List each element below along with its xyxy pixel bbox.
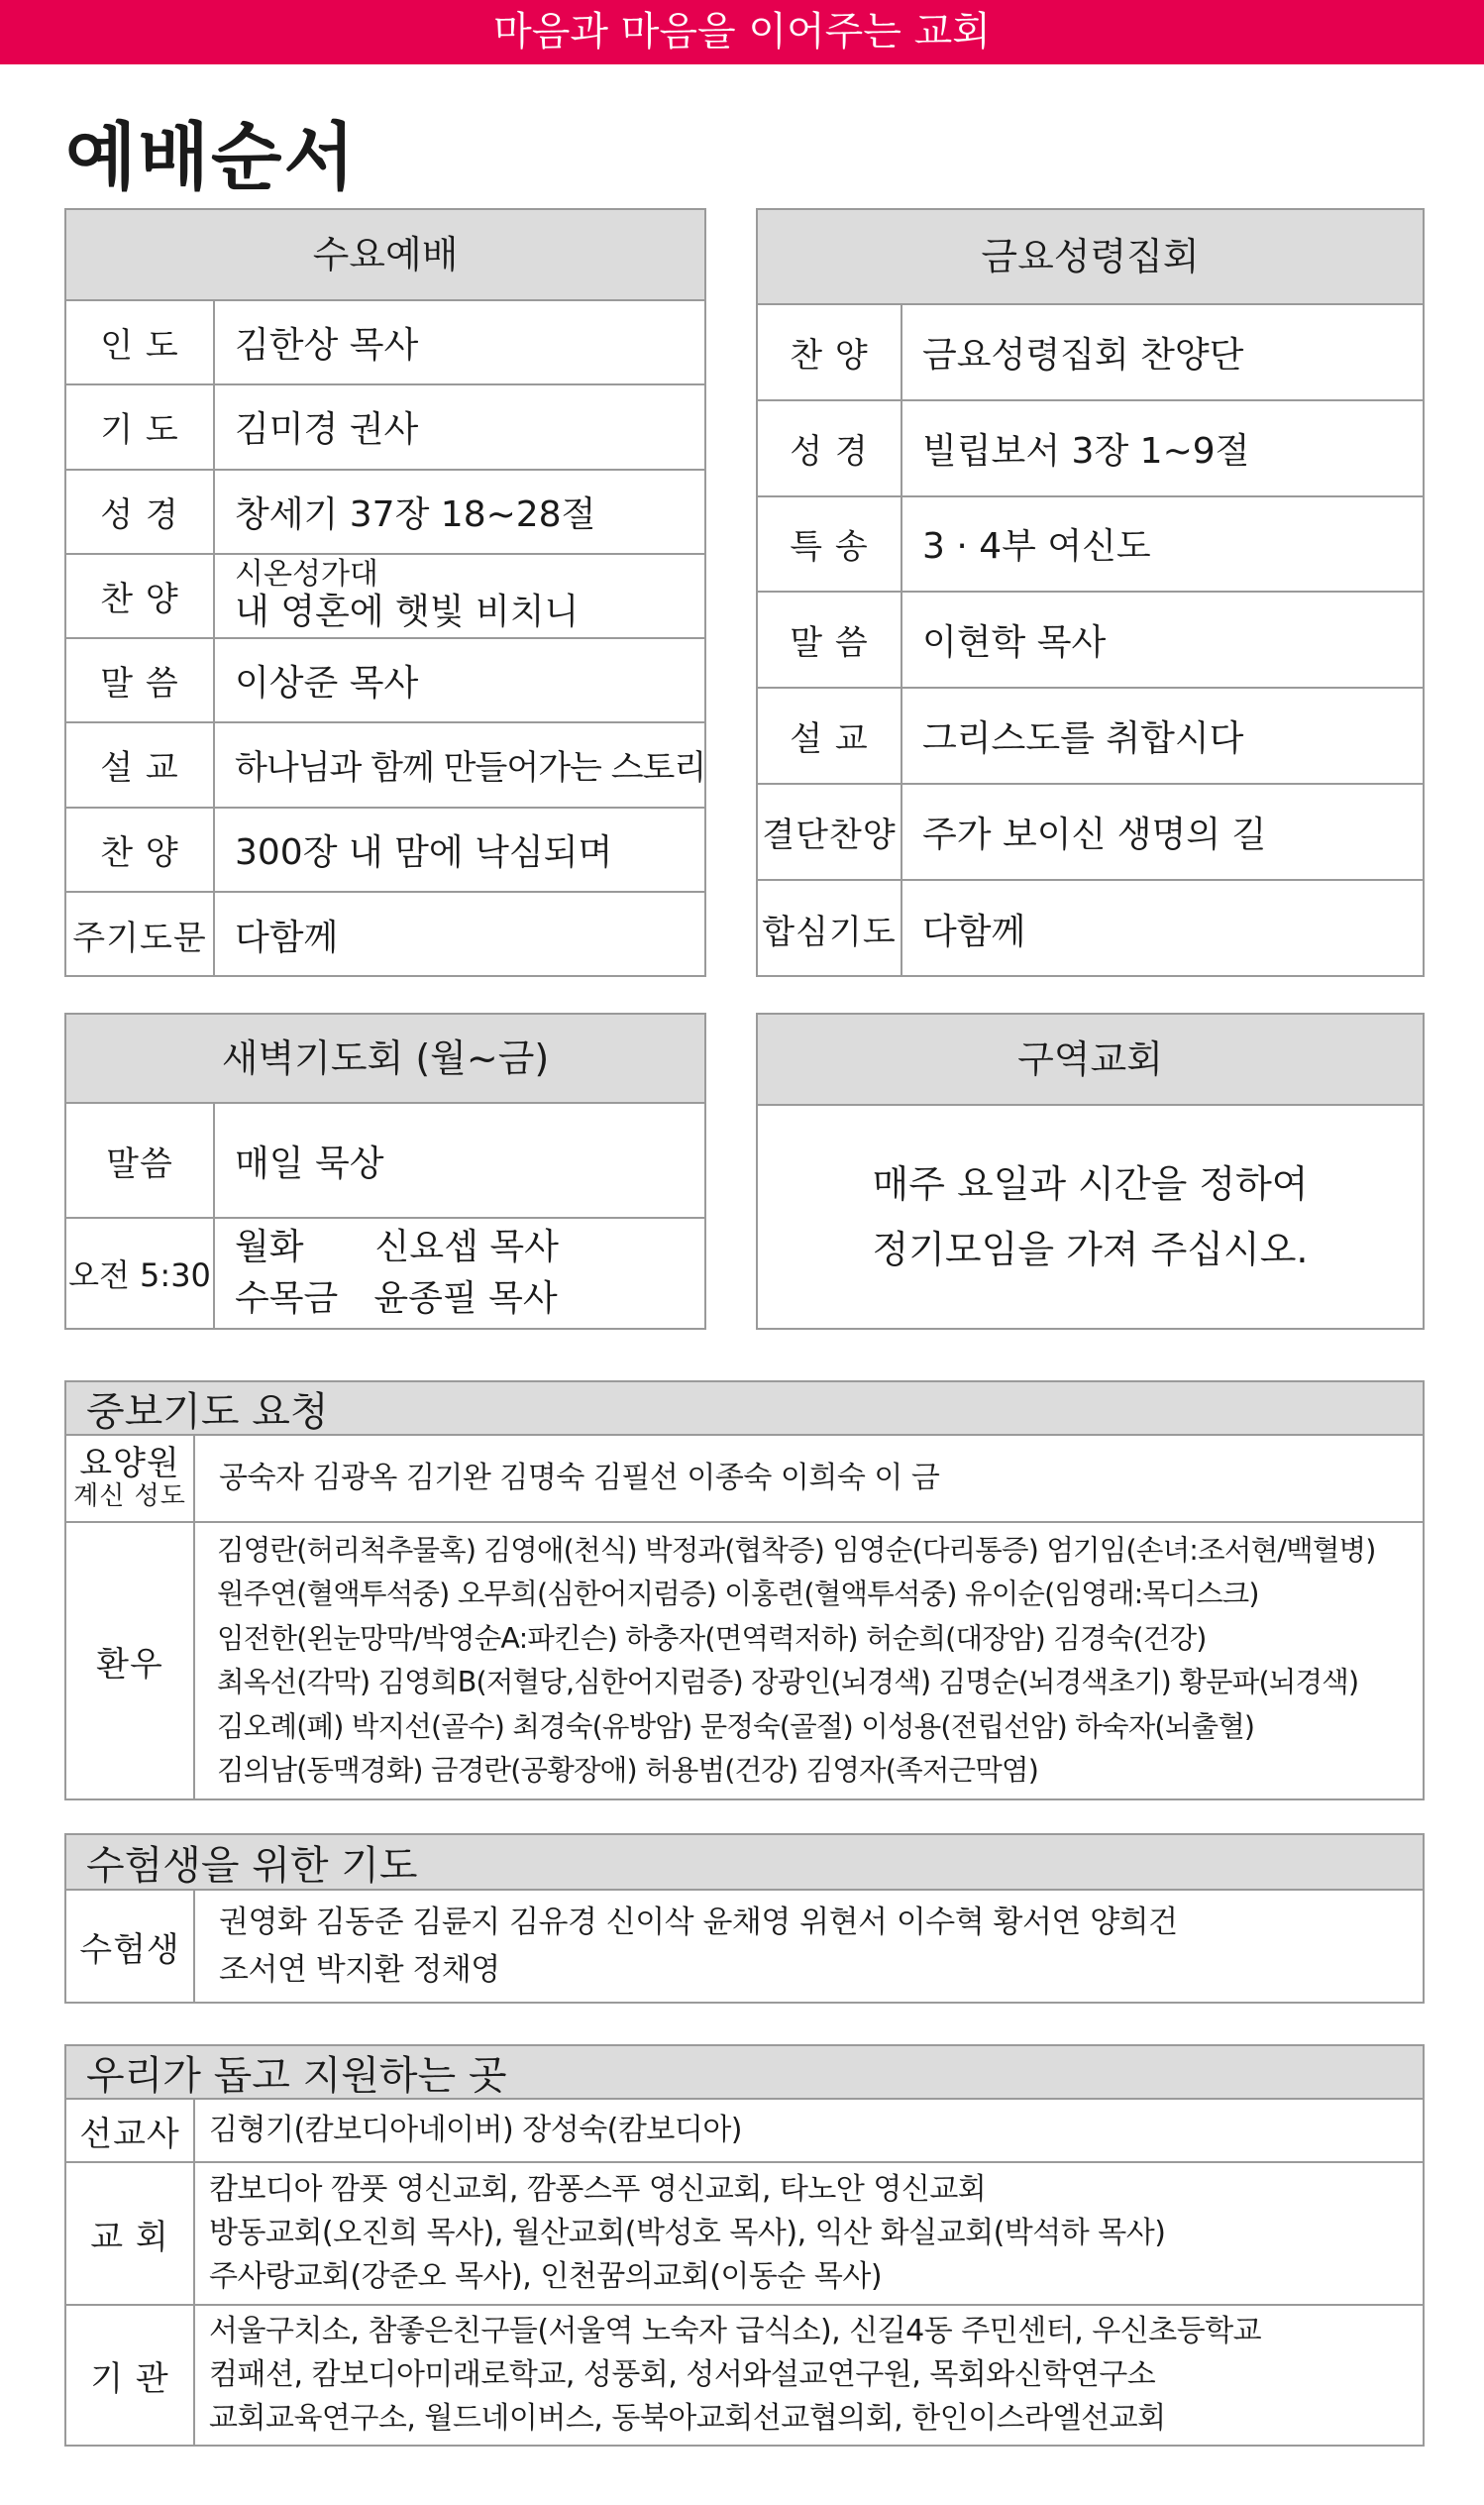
row-label: 말 씀 — [758, 593, 902, 689]
list-line: 캄보디아 깜풋 영신교회, 깜퐁스푸 영신교회, 타노안 영신교회 — [209, 2172, 987, 2207]
row-value: 그리스도를 취합시다 — [902, 689, 1423, 785]
row-label: 결단찬양 — [758, 785, 902, 881]
intercession-table — [66, 1436, 1423, 1798]
list-line: 주사랑교회(강준오 목사), 인천꿈의교회(이동순 목사) — [209, 2259, 883, 2294]
row-value: 빌립보서 3장 1~9절 — [902, 401, 1423, 497]
row-label: 오전 5:30 — [66, 1219, 215, 1328]
intercession-title: 중보기도 요청 — [66, 1382, 1423, 1436]
row-label: 기 도 — [66, 385, 215, 470]
page-title: 예배순서 — [65, 115, 357, 200]
row-value — [215, 1219, 704, 1328]
row-value: 금요성령집회 찬양단 — [902, 305, 1423, 401]
intercession-box — [64, 1380, 1425, 1800]
row-label: 주기도문 — [66, 893, 215, 977]
row-value: 하나님과 함께 만들어가는 스토리 — [215, 723, 705, 808]
row-label: 설 교 — [758, 689, 902, 785]
row-value: 김한상 목사 — [215, 301, 705, 385]
row-label: 찬 양 — [66, 555, 215, 639]
list-line: 방동교회(오진희 목사), 월산교회(박성호 목사), 익산 화실교회(박석하 목사) — [209, 2216, 1166, 2250]
row-label: 인 도 — [66, 301, 215, 385]
friday-service-title: 금요성령집회 — [758, 210, 1423, 305]
list-line: 김오례(폐) 박지선(골수) 최경숙(유방암) 문정숙(골절) 이성용(전립선암) 하숙자(뇌출혈) — [217, 1709, 1255, 1743]
row-label: 말씀 — [66, 1104, 215, 1219]
list-line: 최옥선(각막) 김영희B(저혈당,심한어지럼증) 장광인(뇌경색) 김명순(뇌경색초기) 황문파(뇌경색) — [217, 1666, 1359, 1698]
row-value — [195, 1523, 1423, 1798]
row-value — [215, 555, 705, 639]
list-line: 권영화 김동준 김륜지 김유경 신이삭 윤채영 위현서 이수혁 황서연 양희건 — [219, 1905, 1178, 1940]
row-value: 300장 내 맘에 낙심되며 — [215, 809, 705, 893]
row-label: 성 경 — [758, 401, 902, 497]
friday-service-box — [756, 208, 1425, 977]
row-value: 이상준 목사 — [215, 639, 705, 723]
row-label: 찬 양 — [758, 305, 902, 401]
notice-line-1: 매주 요일과 시간을 정하여 — [872, 1162, 1309, 1206]
row-value: 3 · 4부 여신도 — [902, 497, 1423, 594]
row-value — [195, 1891, 1423, 2002]
wednesday-service-title: 수요예배 — [66, 210, 704, 301]
list-line: 서울구치소, 참좋은친구들(서울역 노숙자 급식소), 신길4동 주민센터, 우신초등학교 — [209, 2314, 1262, 2348]
row-label: 교 회 — [66, 2163, 195, 2306]
list-line: 김영란(허리척추물혹) 김영애(천식) 박정과(협착증) 임영순(다리통증) 엄기임(손녀:조서현/백혈병) — [217, 1533, 1376, 1567]
row-value: 창세기 37장 18~28절 — [215, 471, 705, 555]
row-value: 주가 보이신 생명의 길 — [902, 785, 1423, 881]
row-value: 다함께 — [235, 917, 339, 958]
label-sub: 계신 성도 — [73, 1481, 186, 1511]
friday-service-table — [758, 305, 1423, 977]
list-line: 컴패션, 캄보디아미래로학교, 성풍회, 성서와설교연구원, 목회와신학연구소 — [209, 2357, 1156, 2392]
row-label: 설 교 — [66, 723, 215, 808]
row-label: 합심기도 — [758, 881, 902, 977]
support-box — [64, 2044, 1425, 2447]
top-banner: 마음과 마음을 이어주는 교회 — [0, 0, 1484, 64]
district-church-notice — [758, 1106, 1423, 1328]
list-line: 김형기(캄보디아네이버) 장성숙(캄보디아) — [209, 2113, 743, 2147]
dawn-prayer-title: 새벽기도회 (월~금) — [66, 1015, 704, 1104]
row-value: 다함께 — [922, 911, 1026, 952]
dawn-prayer-box — [64, 1013, 706, 1330]
row-value: 김미경 권사 — [215, 385, 705, 470]
support-table — [66, 2100, 1423, 2445]
row-label: 말 씀 — [66, 639, 215, 723]
row-value — [195, 2163, 1423, 2306]
list-line: 교회교육연구소, 월드네이버스, 동북아교회선교협의회, 한인이스라엘선교회 — [209, 2401, 1166, 2436]
row-label: 성 경 — [66, 471, 215, 555]
list-line: 김의남(동맥경화) 금경란(공황장애) 허용범(건강) 김영자(족저근막염) — [217, 1754, 1039, 1787]
dawn-prayer-table — [66, 1104, 704, 1328]
row-value — [195, 2306, 1423, 2445]
support-title: 우리가 돕고 지원하는 곳 — [66, 2046, 1423, 2100]
dawn-leader-2: 수목금 윤종필 목사 — [235, 1278, 558, 1319]
students-prayer-box — [64, 1833, 1425, 2004]
list-line: 임전한(왼눈망막/박영순A:파킨슨) 하충자(면역력저하) 허순희(대장암) 김경숙(건강) — [217, 1621, 1207, 1655]
row-label: 선교사 — [66, 2100, 195, 2163]
row-label — [66, 1436, 195, 1523]
district-church-title: 구역교회 — [758, 1015, 1423, 1106]
hymn-title: 내 영혼에 햇빛 비치니 — [235, 592, 580, 633]
list-line: 조서연 박지환 정채영 — [219, 1952, 500, 1988]
students-prayer-title: 수험생을 위한 기도 — [66, 1835, 1423, 1891]
row-label: 찬 양 — [66, 809, 215, 893]
label-main: 요양원 — [79, 1444, 180, 1483]
row-label: 기 관 — [66, 2306, 195, 2445]
list-line: 원주연(혈액투석중) 오무희(심한어지럼증) 이홍련(혈액투석중) 유이순(임영래:목디스크) — [217, 1578, 1259, 1610]
row-label: 특 송 — [758, 497, 902, 594]
choir-name: 시온성가대 — [235, 557, 378, 593]
dawn-leader-1: 월화 신요셉 목사 — [235, 1227, 559, 1267]
row-value: 매일 묵상 — [215, 1104, 704, 1219]
notice-line-2: 정기모임을 가져 주십시오. — [872, 1228, 1309, 1271]
district-church-box — [756, 1013, 1425, 1330]
row-value: 이현학 목사 — [902, 593, 1423, 689]
row-label: 수험생 — [66, 1891, 195, 2002]
wednesday-service-table — [66, 301, 704, 977]
row-value — [195, 1436, 1423, 1523]
list-line: 공숙자 김광옥 김기완 김명숙 김필선 이종숙 이희숙 이 금 — [219, 1461, 940, 1495]
row-value — [195, 2100, 1423, 2163]
students-prayer-table — [66, 1891, 1423, 2002]
row-label: 환우 — [66, 1523, 195, 1798]
wednesday-service-box — [64, 208, 706, 977]
